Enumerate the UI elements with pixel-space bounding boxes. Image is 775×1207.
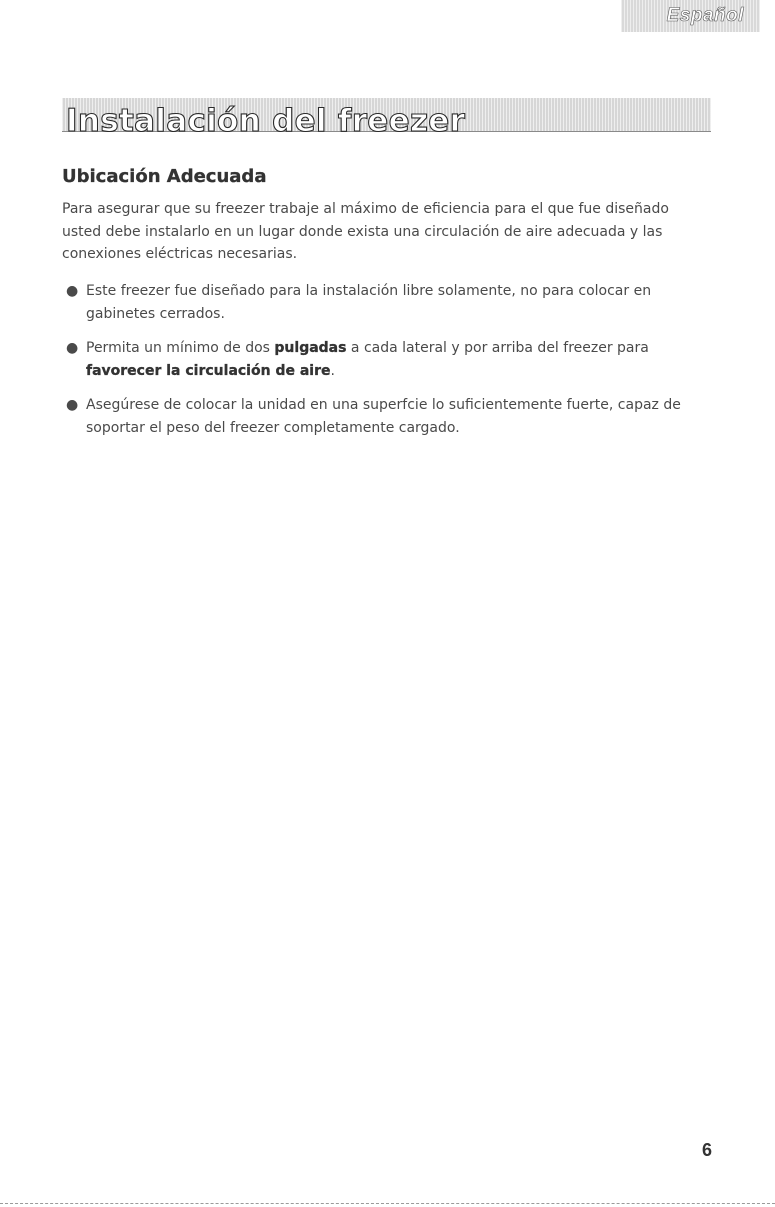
bottom-divider	[0, 1203, 775, 1204]
list-item-text-end: .	[330, 362, 335, 379]
list-item-bold-inches: pulgadas	[274, 340, 347, 356]
list-item-text: Este freezer fue diseñado para la instalación libre solamente, no para colocar en gabinetes cerrados.	[86, 283, 652, 322]
section-heading: Ubicación Adecuada	[62, 166, 267, 187]
bullet-list	[62, 280, 712, 451]
list-item-text: Asegúrese de colocar la unidad en una superfcie lo suficientemente fuerte, capaz de soportar el peso del freezer completamente cargado.	[86, 397, 681, 436]
page-number: 6	[702, 1140, 713, 1160]
bullet-dot-icon: ●	[66, 397, 79, 413]
list-item	[62, 394, 712, 439]
intro-paragraph: Para asegurar que su freezer trabaje al máximo de eficiencia para el que fue diseñado usted debe instalarlo en un lugar donde exista una circulación de aire adecuada y las conexiones eléctricas necesarias.	[62, 201, 669, 262]
list-item-bold-airflow: favorecer la circulación de aire	[86, 362, 331, 379]
language-tab-label: Español	[666, 5, 744, 26]
language-tab	[621, 0, 760, 32]
list-item	[62, 337, 712, 382]
page-title-band	[62, 98, 711, 148]
list-item	[62, 280, 712, 325]
page-title: Instalación del freezer	[66, 103, 466, 139]
list-item-text-start: Permita un mínimo de dos	[86, 340, 275, 356]
list-item-text-middle: a cada lateral y por arriba del freezer para	[346, 340, 649, 356]
bullet-dot-icon: ●	[66, 340, 79, 356]
bullet-dot-icon: ●	[66, 283, 79, 299]
